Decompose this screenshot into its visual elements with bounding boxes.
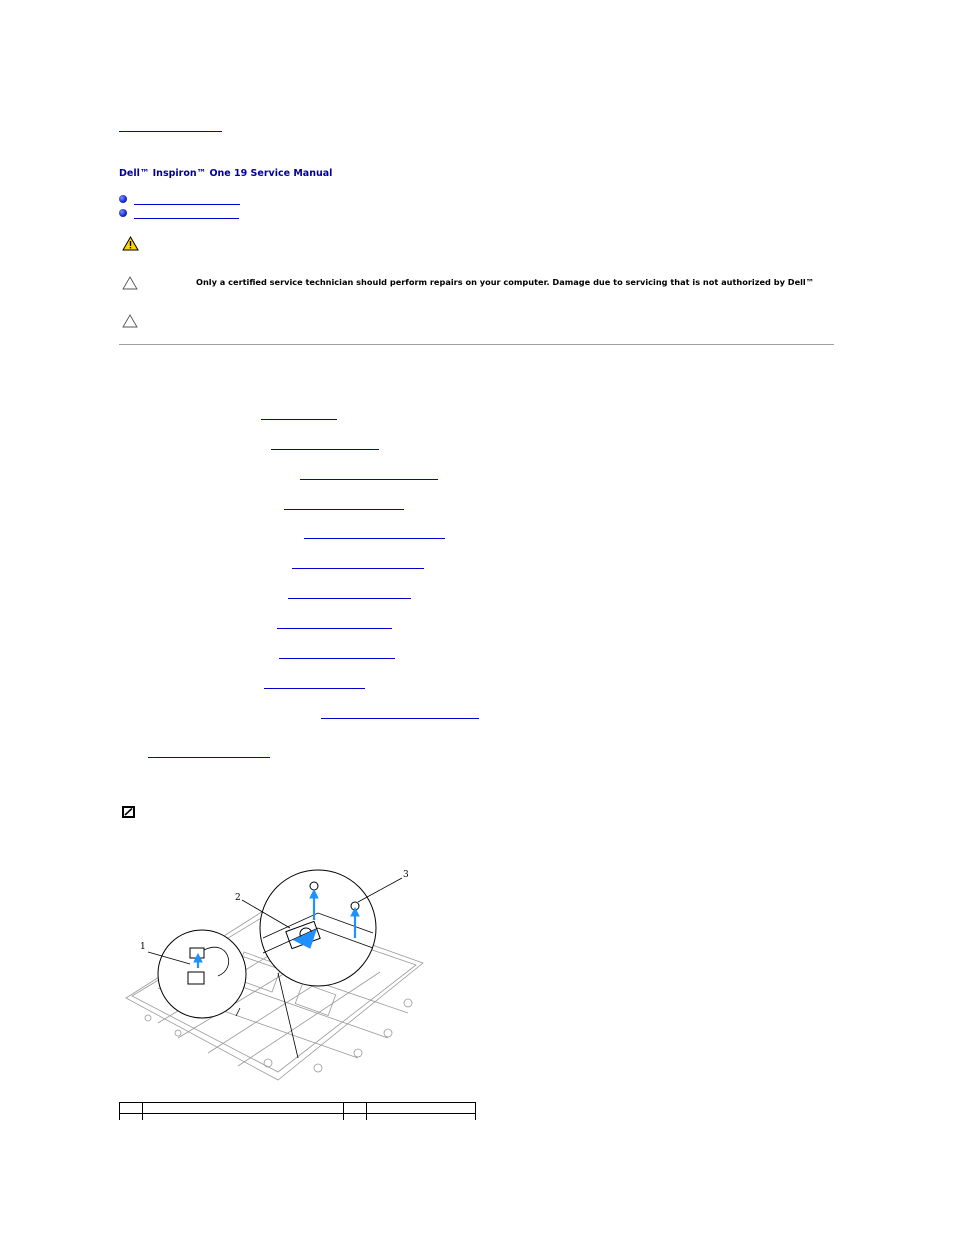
note-icon <box>121 805 136 819</box>
procedure-link[interactable] <box>284 498 404 510</box>
table-row <box>120 1114 476 1121</box>
procedure-link[interactable] <box>261 408 337 420</box>
procedure-link[interactable] <box>264 677 365 689</box>
after-working-link[interactable] <box>148 746 270 758</box>
section-divider <box>119 344 834 345</box>
manual-title: Dell™ Inspiron™ One 19 Service Manual <box>119 168 333 179</box>
table-row <box>120 1103 476 1114</box>
table-cell <box>143 1103 344 1114</box>
table-cell <box>367 1103 476 1114</box>
caution-icon <box>122 276 138 290</box>
procedure-link[interactable] <box>321 707 479 719</box>
warning-icon <box>122 236 139 251</box>
procedure-link[interactable] <box>300 468 438 480</box>
speaker-removal-figure <box>118 868 438 1088</box>
toc-link-removing[interactable] <box>134 193 240 205</box>
table-cell <box>367 1114 476 1121</box>
toc-link-replacing[interactable] <box>134 207 239 219</box>
callout-label-1: 1 <box>140 942 146 952</box>
caution-icon <box>122 314 138 328</box>
caution-text: Only a certified service technician should perform repairs on your computer. Damage due to servicing that is not authorized by Dell™ <box>196 277 814 287</box>
procedure-link[interactable] <box>271 438 379 450</box>
procedure-link[interactable] <box>292 557 424 569</box>
callout-label-2: 2 <box>235 893 241 903</box>
connector-zoom-circle <box>158 930 246 1018</box>
procedure-link[interactable] <box>304 527 445 539</box>
table-cell <box>143 1114 344 1121</box>
toc-bullet-icon <box>119 209 127 217</box>
table-cell <box>120 1114 143 1121</box>
procedure-link[interactable] <box>279 647 395 659</box>
callout-table <box>119 1102 476 1120</box>
back-to-contents-link[interactable] <box>119 120 222 132</box>
procedure-link[interactable] <box>288 587 411 599</box>
table-cell <box>120 1103 143 1114</box>
toc-bullet-icon <box>119 195 127 203</box>
callout-label-3: 3 <box>403 870 409 880</box>
table-cell <box>344 1103 367 1114</box>
procedure-link[interactable] <box>277 617 392 629</box>
table-cell <box>344 1114 367 1121</box>
